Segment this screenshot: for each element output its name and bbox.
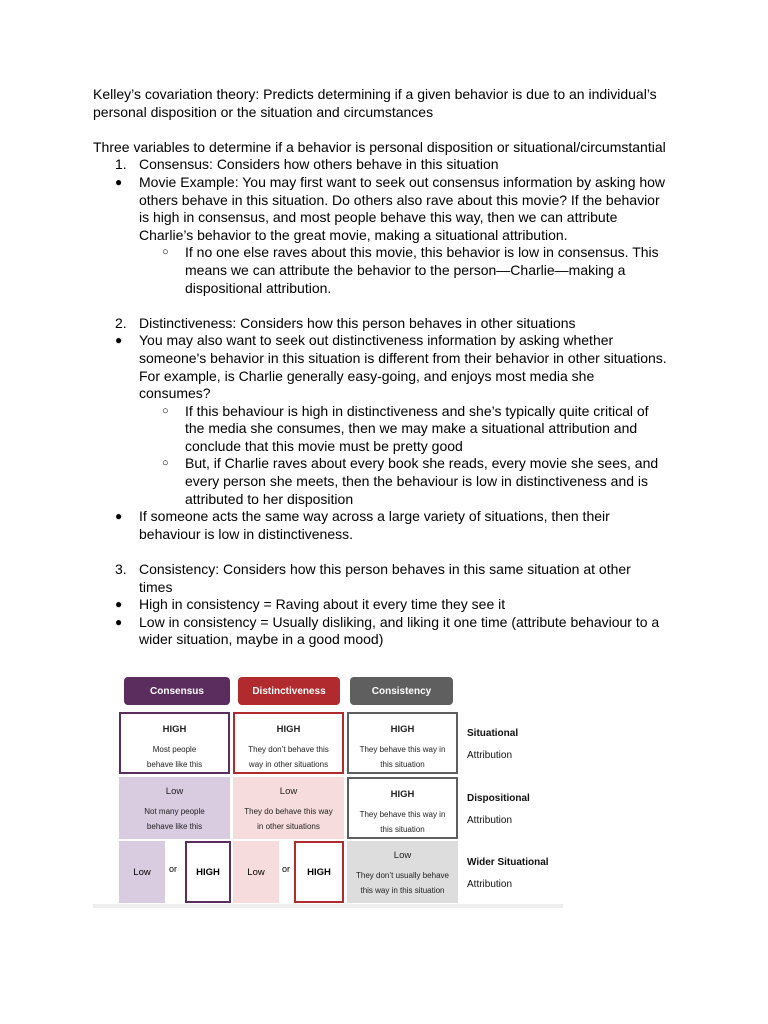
attribution-title: Situational [467, 728, 519, 739]
attribution-subtitle: Attribution [467, 815, 513, 826]
list-item-consensus [93, 156, 683, 174]
cell-level: HIGH [162, 724, 187, 735]
list-number: 1. [115, 156, 127, 173]
text-line: every person she meets, then the behaviour is low in distinctiveness and is [185, 473, 649, 490]
header-consensus: Consensus [124, 677, 230, 705]
bullet-marker: ● [115, 597, 123, 612]
bullet-marker: ● [115, 333, 123, 348]
text-line: consumes? [139, 385, 211, 402]
text-line: wider situation, maybe in a good mood) [139, 631, 384, 648]
list-item-consistency [93, 561, 683, 596]
attribution-subtitle: Attribution [467, 750, 513, 761]
text-line: means we can attribute the behavior to the person—Charlie—making a [185, 261, 626, 278]
cell-level: Low [393, 850, 412, 861]
cell-desc: They behave this way in [359, 745, 446, 754]
text-line: someone's behavior in this situation is different from their behavior in other situations. [139, 349, 667, 366]
cell-desc: They do behave this way [244, 807, 333, 816]
text-line: High in consistency = Raving about it every time they see it [139, 596, 506, 613]
cell-desc: Most people [152, 745, 197, 754]
cell-distinctiveness-high [233, 712, 344, 774]
distinctiveness-title: Distinctiveness: Considers how this person behaves in other situations [139, 314, 576, 331]
header-consistency: Consistency [350, 677, 453, 705]
cell-desc: They don’t usually behave [356, 871, 449, 880]
document-body [93, 86, 683, 649]
cell-desc: way in other situations [248, 760, 329, 769]
bullet-item [93, 614, 683, 649]
cell-consensus-high [119, 712, 230, 774]
or-text: or [169, 864, 178, 874]
text-line: behaviour is low in distinctiveness. [139, 525, 353, 542]
text-line: Charlie’s behavior to the great movie, making a situational attribution. [139, 226, 568, 243]
list-number: 3. [115, 561, 127, 578]
cell-consensus-low [119, 777, 230, 839]
consensus-title: Consensus: Considers how others behave in this situation [139, 156, 499, 173]
list-item-distinctiveness [93, 315, 683, 333]
sub-bullet-item [93, 244, 683, 297]
bullet-marker: ● [115, 174, 123, 189]
text-line: If this behaviour is high in distinctiveness and she’s typically quite critical of [185, 402, 649, 419]
cell-distinctiveness-low-option: Low [233, 841, 279, 903]
cell-level: HIGH [390, 789, 415, 800]
cell-consensus-low-option: Low [119, 841, 165, 903]
text-line: is high in consensus, and most people behave this way, then we can attribute [139, 209, 618, 226]
text-line: conclude that this movie must be pretty good [185, 437, 463, 454]
cell-consensus-high-option: HIGH [185, 841, 231, 903]
cell-level: HIGH [276, 724, 301, 735]
text-line: Movie Example: You may first want to seek out consensus information by asking how [139, 173, 666, 190]
cell-desc: They don’t behave this [248, 745, 329, 754]
bullet-marker: ● [115, 614, 123, 629]
or-text: or [282, 864, 291, 874]
cell-desc: behave like this [146, 822, 203, 831]
cell-consistency-low [347, 841, 458, 903]
attribution-title: Wider Situational [467, 857, 549, 868]
text-line: If no one else raves about this movie, this behavior is low in consensus. This [185, 244, 659, 261]
list-number: 2. [115, 314, 127, 331]
consistency-title: Consistency: Considers how this person behaves in this same situation at other [139, 561, 631, 578]
header-distinctiveness: Distinctiveness [238, 677, 340, 705]
bullet-item [93, 508, 683, 543]
sub-bullet-item [93, 403, 683, 456]
text-line: You may also want to seek out distinctiveness information by asking whether [139, 332, 614, 349]
variables-heading: Three variables to determine if a behavior is personal disposition or situational/circumstantial [93, 138, 666, 155]
sub-bullet-marker: ○ [162, 457, 169, 470]
cell-level: HIGH [390, 724, 415, 735]
bullet-marker: ● [115, 509, 123, 524]
attribution-label-dispositional [467, 788, 530, 832]
attribution-subtitle: Attribution [467, 879, 513, 890]
cell-level: Low [165, 786, 184, 797]
cell-desc: this way in this situation [360, 886, 445, 895]
text-line: Low in consistency = Usually disliking, and liking it one time (attribute behaviour to a [139, 613, 660, 630]
cell-desc: behave like this [146, 760, 203, 769]
consistency-title: times [139, 578, 173, 595]
covariation-table [93, 670, 563, 908]
cell-consistency-high-2 [347, 777, 458, 839]
text-line: dispositional attribution. [185, 279, 332, 296]
cell-desc: Not many people [144, 807, 205, 816]
cell-level: Low [279, 786, 298, 797]
cell-distinctiveness-high-option: HIGH [294, 841, 344, 903]
cell-consistency-high [347, 712, 458, 774]
intro-line: personal disposition or the situation and circumstances [93, 103, 434, 120]
cell-desc: this situation [380, 760, 425, 769]
attribution-label-wider-situational [467, 852, 549, 896]
text-line: others behave in this situation. Do others also rave about this movie? If the behavior [139, 191, 660, 208]
text-line: If someone acts the same way across a large variety of situations, then their [139, 508, 610, 525]
attribution-title: Dispositional [467, 793, 530, 804]
sub-bullet-marker: ○ [162, 246, 169, 259]
text-line: For example, is Charlie generally easy-going, and enjoys most media she [139, 367, 595, 384]
cell-desc: They behave this way in [359, 810, 446, 819]
bullet-item [93, 332, 683, 402]
attribution-label-situational [467, 723, 518, 767]
cell-distinctiveness-low [233, 777, 344, 839]
bullet-item [93, 596, 683, 614]
intro-line: Kelley’s covariation theory: Predicts determining if a given behavior is due to an individual’s [93, 86, 657, 102]
cell-desc: this situation [380, 825, 425, 834]
sub-bullet-marker: ○ [162, 404, 169, 417]
text-line: attributed to her disposition [185, 490, 354, 507]
bullet-item [93, 174, 683, 244]
cell-desc: in other situations [257, 822, 320, 831]
text-line: the media she consumes, then we may make a situational attribution and [185, 420, 638, 437]
sub-bullet-item [93, 455, 683, 508]
text-line: But, if Charlie raves about every book she reads, every movie she sees, and [185, 455, 659, 472]
